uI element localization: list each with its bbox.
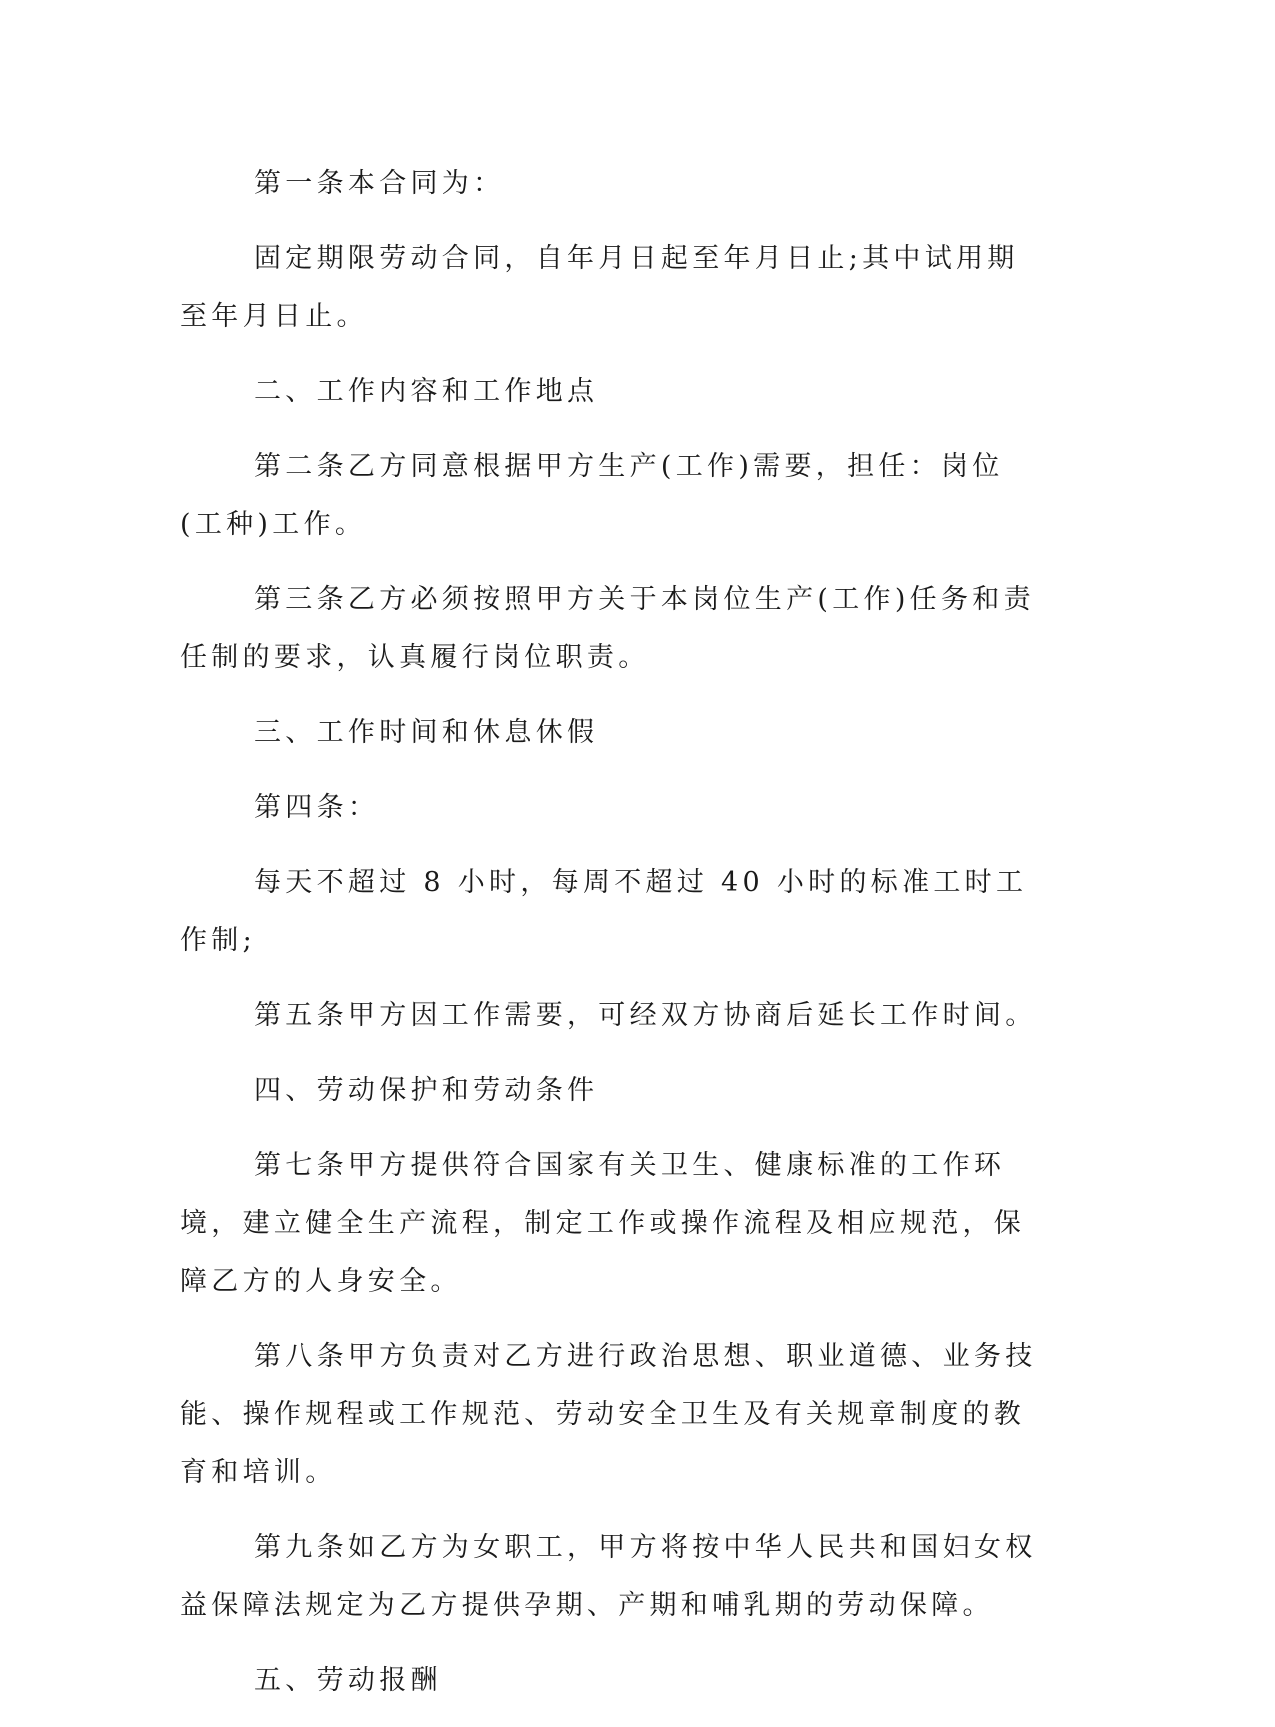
- document-page: [180, 155, 1040, 1727]
- section-2-heading: 二、工作内容和工作地点: [254, 376, 599, 407]
- clause-3-text: 第三条乙方必须按照甲方关于本岗位生产(工作)任务和责任制的要求，认真履行岗位职责。: [180, 584, 1035, 673]
- section-3-heading: 三、工作时间和休息休假: [254, 717, 599, 748]
- clause-4-heading: 第四条：: [254, 792, 380, 823]
- clause-5-text: 第五条甲方因工作需要，可经双方协商后延长工作时间。: [254, 1000, 1037, 1031]
- clause-2-text: 第二条乙方同意根据甲方生产(工作)需要，担任：岗位(工种)工作。: [180, 451, 1004, 540]
- section-4-heading: 四、劳动保护和劳动条件: [254, 1075, 599, 1106]
- contract-term-text: 固定期限劳动合同，自年月日起至年月日止;其中试用期至年月日止。: [180, 243, 1019, 332]
- section-5-heading: 五、劳动报酬: [254, 1665, 442, 1696]
- clause-7-text: 第七条甲方提供符合国家有关卫生、健康标准的工作环境，建立健全生产流程，制定工作或操作流程及相应规范，保障乙方的人身安全。: [180, 1150, 1026, 1297]
- clause-1-heading: 第一条本合同为：: [254, 168, 505, 199]
- working-hours-text: 每天不超过 8 小时，每周不超过 40 小时的标准工时工作制;: [180, 867, 1028, 956]
- clause-8-text: 第八条甲方负责对乙方进行政治思想、职业道德、业务技能、操作规程或工作规范、劳动安全卫生及有关规章制度的教育和培训。: [180, 1341, 1037, 1488]
- clause-9-text: 第九条如乙方为女职工，甲方将按中华人民共和国妇女权益保障法规定为乙方提供孕期、产期和哺乳期的劳动保障。: [180, 1532, 1037, 1621]
